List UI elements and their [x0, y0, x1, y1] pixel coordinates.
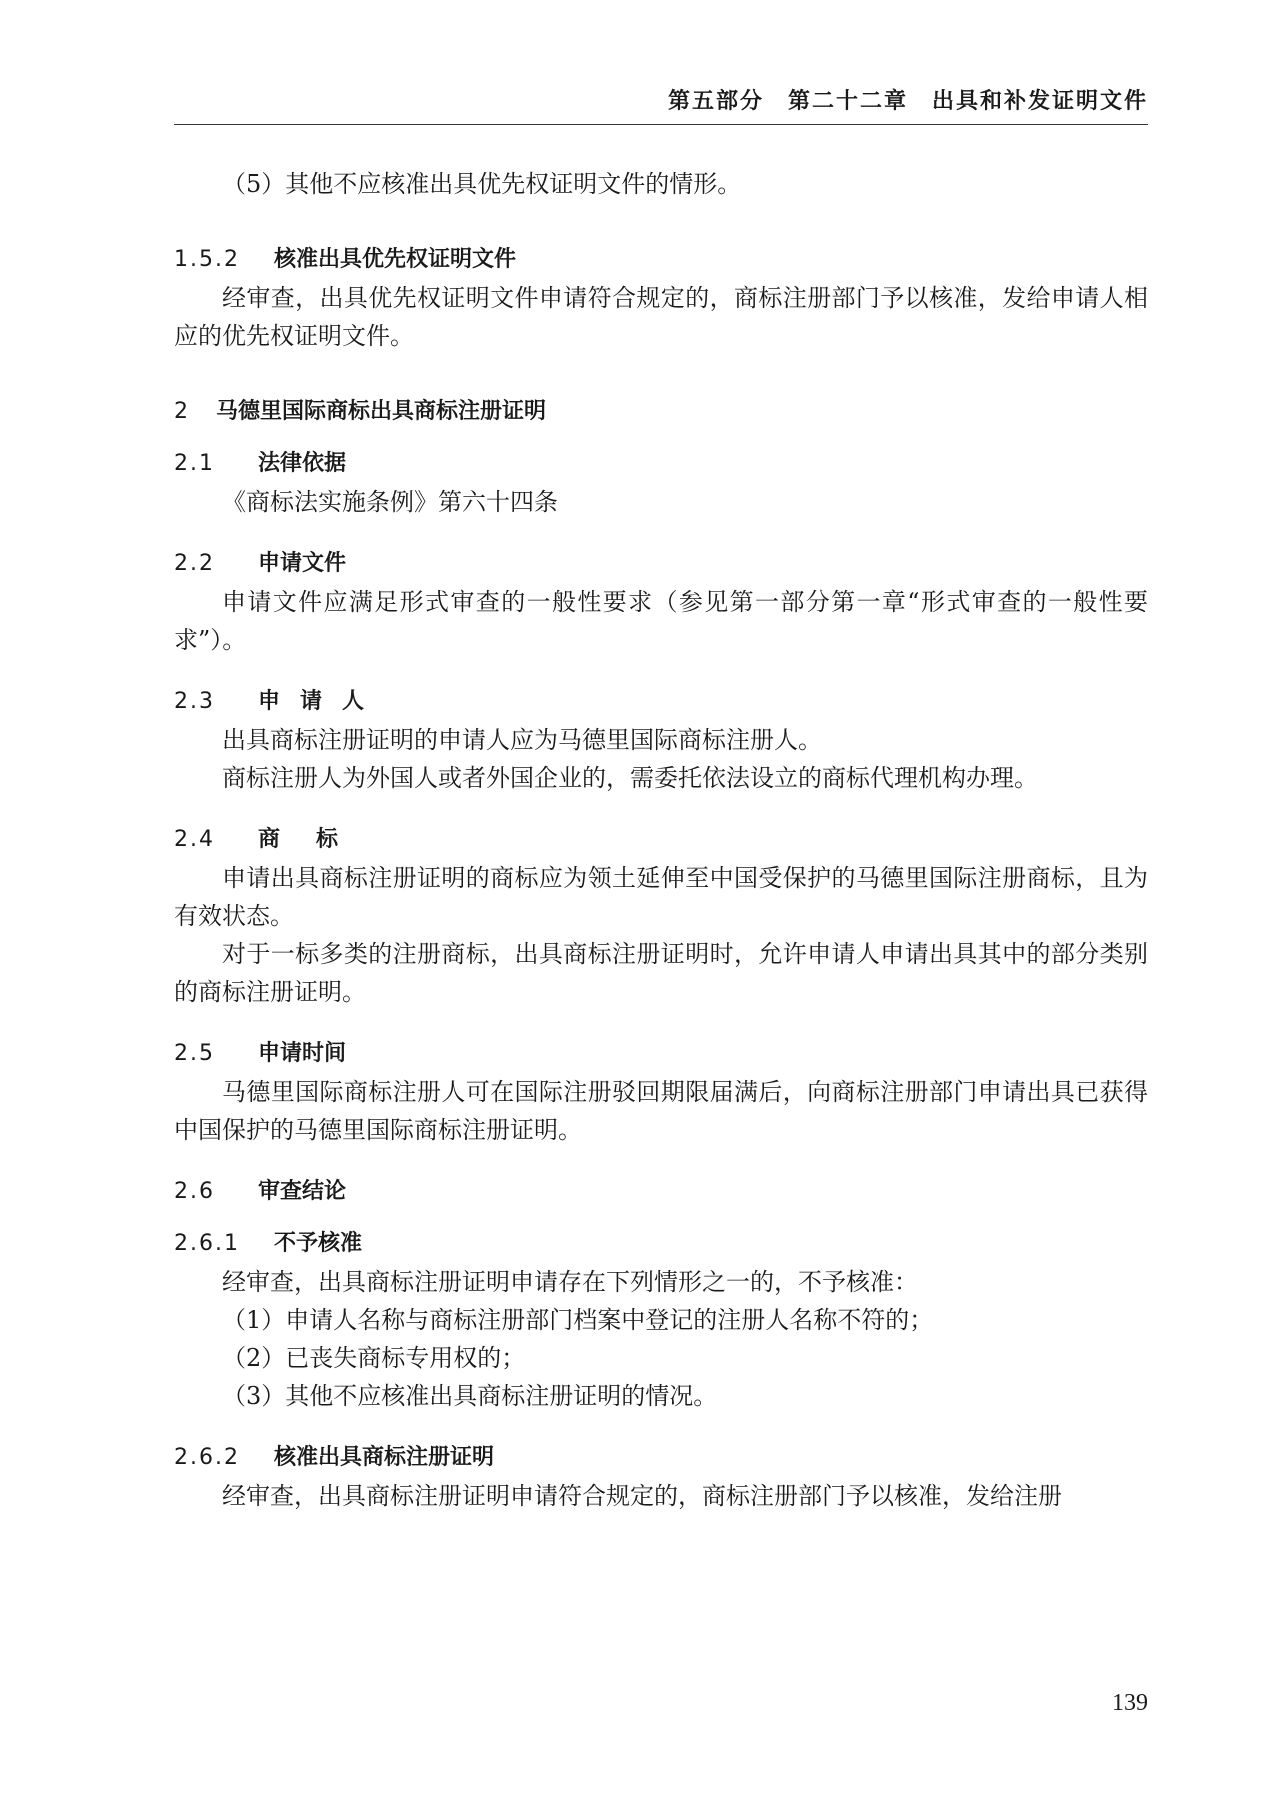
section-number: 2.3 [174, 689, 215, 714]
section-title: 申请文件 [258, 551, 347, 576]
section-heading-1-5-2 [174, 241, 1148, 279]
list-item: （5）其他不应核准出具优先权证明文件的情形。 [222, 170, 742, 198]
citation-line: 《商标法实施条例》第六十四条 [222, 488, 558, 516]
page-body [174, 165, 1148, 1515]
paragraph: 马德里国际商标注册人可在国际注册驳回期限届满后，向商标注册部门申请出具已获得中国保护的马德里国际商标注册证明。 [174, 1078, 1148, 1144]
paragraph: 出具商标注册证明的申请人应为马德里国际商标注册人。 [222, 726, 822, 754]
section-number: 2.2 [174, 551, 215, 576]
list-item: （2）已丧失商标专用权的； [222, 1344, 526, 1372]
paragraph: 商标注册人为外国人或者外国企业的，需委托依法设立的商标代理机构办理。 [222, 764, 1038, 792]
section-title: 申请时间 [258, 1041, 347, 1066]
section-title: 审查结论 [258, 1179, 347, 1204]
paragraph: 经审查，出具优先权证明文件申请符合规定的，商标注册部门予以核准，发给申请人相应的优先权证明文件。 [174, 284, 1148, 350]
section-number: 2 [174, 399, 190, 424]
paragraph: 申请出具商标注册证明的商标应为领土延伸至中国受保护的马德里国际注册商标，且为有效状态。 [174, 864, 1148, 930]
spacer [174, 521, 1148, 545]
list-item: （3）其他不应核准出具商标注册证明的情况。 [222, 1382, 718, 1410]
spacer [174, 1211, 1148, 1225]
section-heading-2-1 [174, 445, 1148, 483]
section-number: 2.6.2 [174, 1445, 240, 1470]
spacer [174, 659, 1148, 683]
spacer [174, 1011, 1148, 1035]
running-header: 第五部分 第二十二章 出具和补发证明文件 [667, 89, 1148, 114]
paragraph: 对于一标多类的注册商标，出具商标注册证明时，允许申请人申请出具其中的部分类别的商标注册证明。 [174, 940, 1148, 1006]
spacer [174, 431, 1148, 445]
section-title: 商标 [258, 827, 375, 852]
list-item: （1）申请人名称与商标注册部门档案中登记的注册人名称不符的； [222, 1306, 934, 1334]
paragraph: 经审查，出具商标注册证明申请符合规定的，商标注册部门予以核准，发给注册 [222, 1482, 1062, 1510]
section-title: 马德里国际商标出具商标注册证明 [216, 399, 547, 424]
paragraph: 申请文件应满足形式审查的一般性要求（参见第一部分第一章“形式审查的一般性要求”）。 [174, 588, 1148, 654]
section-title: 核准出具商标注册证明 [274, 1445, 495, 1470]
section-number: 2.4 [174, 827, 215, 852]
spacer [174, 797, 1148, 821]
paragraph: 经审查，出具商标注册证明申请存在下列情形之一的，不予核准： [222, 1268, 918, 1296]
page-number: 139 [1112, 1690, 1148, 1716]
section-heading-2-4 [174, 821, 1148, 859]
section-title: 核准出具优先权证明文件 [274, 247, 517, 272]
section-number: 2.6.1 [174, 1231, 240, 1256]
section-title: 法律依据 [258, 451, 347, 476]
spacer [174, 1149, 1148, 1173]
section-heading-2-6 [174, 1173, 1148, 1211]
section-heading-2-3 [174, 683, 1148, 721]
section-title: 申请人 [258, 689, 385, 714]
section-number: 1.5.2 [174, 247, 240, 272]
section-number: 2.1 [174, 451, 215, 476]
header-rule [174, 124, 1148, 125]
section-title: 不予核准 [274, 1231, 363, 1256]
section-number: 2.6 [174, 1179, 215, 1204]
spacer [174, 1415, 1148, 1439]
section-heading-2-5 [174, 1035, 1148, 1073]
spacer [174, 355, 1148, 393]
section-heading-2-2 [174, 545, 1148, 583]
section-number: 2.5 [174, 1041, 215, 1066]
section-heading-2 [174, 393, 1148, 431]
section-heading-2-6-1 [174, 1225, 1148, 1263]
section-heading-2-6-2 [174, 1439, 1148, 1477]
spacer [174, 203, 1148, 241]
